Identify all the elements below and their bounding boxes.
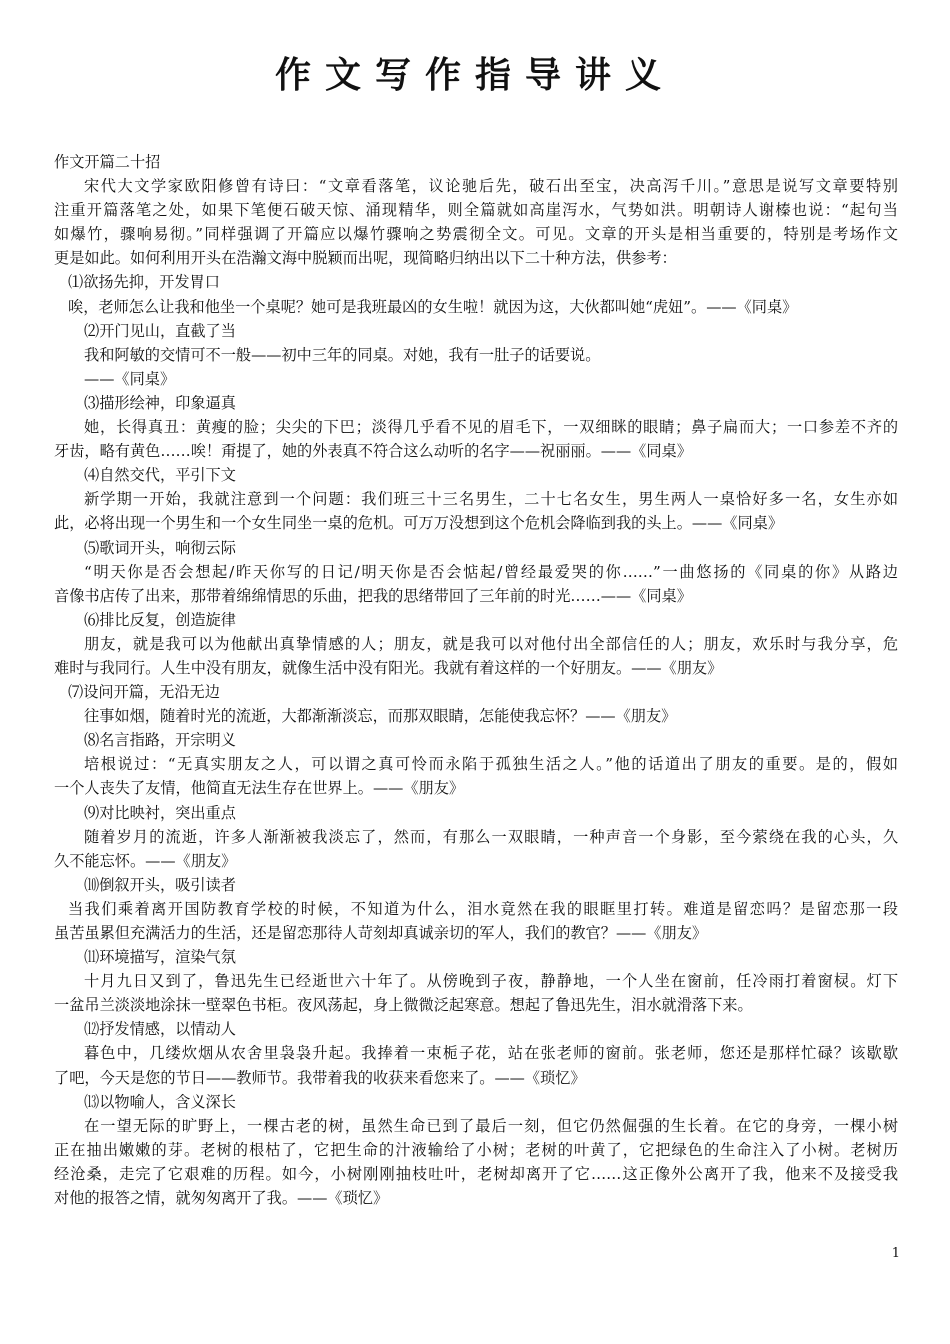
- page-number: 1: [891, 1246, 900, 1261]
- method-heading: ⑶描形绘神，印象逼真: [84, 393, 236, 412]
- example-line: 音像书店传了出来，那带着绵绵情思的乐曲，把我的思绪带回了三年前的时光……——《同桌》: [54, 586, 692, 605]
- method-heading: ⑵开门见山，直截了当: [84, 321, 236, 340]
- example-line: 我和阿敏的交情可不一般——初中三年的同桌。对她，我有一肚子的话要说。: [84, 345, 601, 364]
- example-line: 经沧桑，走完了它艰难的历程。如今，小树刚刚抽枝吐叶，老树却离开了它……这正像外公离开了我，他来不及接受我: [54, 1164, 898, 1183]
- example-line: 久不能忘怀。——《朋友》: [54, 851, 237, 870]
- example-line: 在一望无际的旷野上，一棵古老的树，虽然生命已到了最后一刻，但它仍然倔强的生长着。在它的身旁，一棵小树: [84, 1116, 898, 1135]
- example-line: 往事如烟，随着时光的流逝，大都渐渐淡忘，而那双眼睛，怎能使我忘怀？——《朋友》: [84, 707, 677, 726]
- document-title: 作文写作指导讲义: [274, 55, 675, 96]
- example-line: 随着岁月的流逝，许多人渐渐被我淡忘了，然而，有那么一双眼睛，一种声音一个身影，至今萦绕在我的心头，久: [84, 827, 898, 846]
- method-heading: ⑺设问开篇，无沿无边: [68, 683, 220, 702]
- example-line: 当我们乘着离开国防教育学校的时候，不知道为什么，泪水竟然在我的眼眶里打转。难道是留恋吗？是留恋那一段: [68, 899, 898, 918]
- section-heading: 作文开篇二十招: [54, 153, 161, 171]
- example-line: 正在抽出嫩嫩的芽。老树的根枯了，它把生命的汁液输给了小树；老树的叶黄了，它把绿色的生命注入了小树。老树历: [54, 1140, 898, 1159]
- method-heading: ⑷自然交代，平引下文: [84, 466, 236, 485]
- method-heading: ⒀以物喻人，含义深长: [84, 1092, 236, 1111]
- example-line: 对他的报答之情，就匆匆离开了我。——《琐忆》: [54, 1189, 389, 1208]
- example-line: 一个人丧失了友情，他简直无法生存在世界上。——《朋友》: [54, 779, 465, 798]
- document-body: [54, 150, 898, 1210]
- example-line: 虽苦虽累但充满活力的生活，还是留恋那待人苛刻却真诚亲切的军人，我们的教官？——《朋友》: [54, 924, 708, 942]
- method-heading: ⑹排比反复，创造旋律: [84, 610, 236, 629]
- example-line: 牙齿，略有黄色……唉！甭提了，她的外表真不符合这么动听的名字——祝丽丽。——《同桌》: [54, 442, 692, 461]
- method-heading: ⑸歌词开头，响彻云际: [84, 538, 236, 557]
- intro-line: 更是如此。如何利用开头在浩瀚文海中脱颖而出呢，现简略归纳出以下二十种方法，供参考：: [54, 249, 677, 268]
- intro-line: 注重开篇落笔之处，如果下笔便石破天惊、涌现精华，则全篇就如高崖泻水，气势如洪。明朝诗人谢榛也说：“起句当: [54, 201, 898, 220]
- example-line: ——《同桌》: [84, 369, 176, 388]
- example-line: 朋友，就是我可以为他献出真挚情感的人；朋友，就是我可以对他付出全部信任的人；朋友，欢乐时与我分享，危: [84, 634, 898, 653]
- intro-line: 如爆竹，骤响易彻。”同样强调了开篇应以爆竹骤响之势震彻全文。可见。文章的开头是相当重要的，特别是考场作文: [54, 225, 898, 244]
- method-heading: ⑿抒发情感，以情动人: [84, 1020, 236, 1039]
- example-line: 她，长得真丑：黄瘦的脸；尖尖的下巴；淡得几乎看不见的眉毛下，一双细眯的眼睛；鼻子扁而大；一口参差不齐的: [84, 418, 898, 437]
- example-line: “明天你是否会想起/昨天你写的日记/明天你是否会惦起/曾经最爱哭的你……”一曲悠扬的《同桌的你》从路边: [84, 562, 898, 581]
- example-line: 新学期一开始，我就注意到一个问题：我们班三十三名男生，二十七名女生，男生两人一桌恰好多一名，女生亦如: [84, 490, 898, 509]
- example-line: 此，必将出现一个男生和一个女生同坐一桌的危机。可万万没想到这个危机会降临到我的头上。——《同桌》: [54, 514, 783, 533]
- method-heading: ⑾环境描写，渲染气氛: [84, 948, 236, 967]
- example-line: 培根说过：“无真实朋友之人，可以谓之真可怜而永陷于孤独生活之人。”他的话道出了朋友的重要。是的，假如: [84, 755, 898, 774]
- method-heading: ⑼对比映衬，突出重点: [84, 803, 236, 822]
- intro-line: 宋代大文学家欧阳修曾有诗曰：“文章看落笔，议论驰后先，破石出至宝，决高泻千川。”意思是说写文章要特别: [84, 177, 898, 196]
- example-line: 十月九日又到了，鲁迅先生已经逝世六十年了。从傍晚到子夜，静静地，一个人坐在窗前，任冷雨打着窗棂。灯下: [84, 972, 898, 991]
- method-heading: ⑽倒叙开头，吸引读者: [84, 875, 236, 894]
- example-line: 难时与我同行。人生中没有朋友，就像生活中没有阳光。我就有着这样的一个好朋友。——《朋友》: [54, 658, 723, 677]
- example-line: 唉，老师怎么让我和他坐一个桌呢？她可是我班最凶的女生啦！就因为这，大伙都叫她“虎妞”。——《同桌》: [68, 297, 798, 316]
- example-line: 一盆吊兰淡淡地涂抹一壁翠色书柜。夜风荡起，身上微微泛起寒意。想起了鲁迅先生，泪水就滑落下来。: [54, 996, 753, 1015]
- method-heading: ⑻名言指路，开宗明义: [84, 731, 236, 750]
- example-line: 了吧，今天是您的节日——教师节。我带着我的收获来看您来了。——《琐忆》: [54, 1068, 586, 1087]
- example-line: 暮色中，几缕炊烟从农舍里袅袅升起。我捧着一束栀子花，站在张老师的窗前。张老师，您还是那样忙碌？该歇歇: [84, 1044, 898, 1063]
- method-heading: ⑴欲扬先抑，开发胃口: [68, 273, 220, 292]
